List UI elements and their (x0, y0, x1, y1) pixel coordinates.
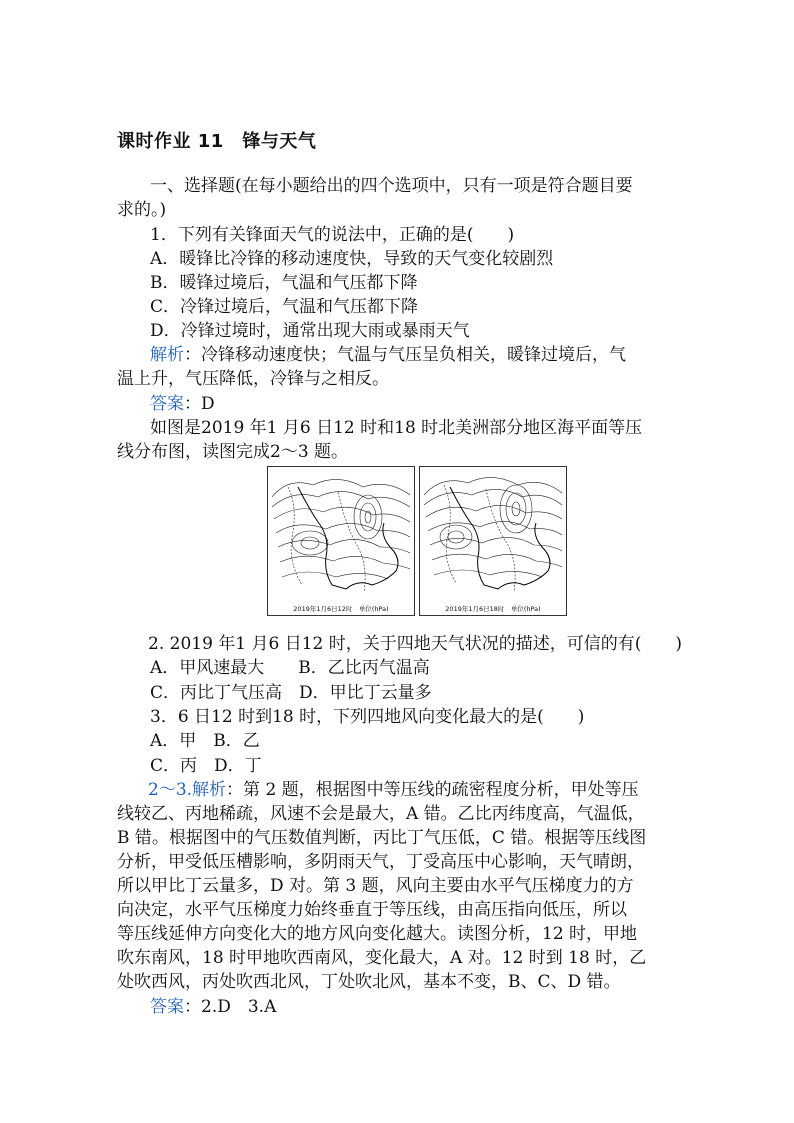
solution-line-5: 所以甲比丁云量多，D 对。第 3 题，风向主要由水平气压梯度力的方 (117, 876, 634, 896)
q1-option-a: A．暖锋比冷锋的移动速度快，导致的天气变化较剧烈 (150, 249, 554, 269)
intro-line1: 如图是2019 年1 月6 日12 时和18 时北美洲部分地区海平面等压 (150, 418, 643, 438)
solution-line-2: 线较乙、丙地稀疏，风速不会是最大，A 错。乙比丙纬度高，气温低， (117, 804, 645, 824)
q1-option-c: C．冷锋过境后，气温和气压都下降 (150, 297, 419, 317)
q1-answer-label: 答案 (150, 394, 184, 414)
solution-line-1 (148, 778, 718, 802)
q3-stem: 3．6 日12 时到18 时，下列四地风向变化最大的是( ) (150, 707, 585, 727)
solution-line-6: 向决定，水平气压梯度力始终垂直于等压线，由高压指向低压，所以 (117, 900, 627, 920)
isobar-map-12h (267, 466, 415, 616)
solution-line-4: 分析，甲受低压槽影响，多阴雨天气，丁受高压中心影响，天气晴朗， (117, 852, 644, 872)
solution-label: 2～3.解析 (148, 780, 227, 800)
solution-line-3: B 错。根据图中的气压数值判断，丙比丁气压低，C 错。根据等压线图 (117, 828, 647, 848)
q2-options-row2: C．丙比丁气压高 D．甲比丁云量多 (150, 683, 432, 703)
page-title: 课时作业 11 锋与天气 (117, 131, 317, 152)
section-heading-line1: 一、选择题(在每小题给出的四个选项中，只有一项是符合题目要 (150, 176, 633, 196)
q1-option-d: D．冷锋过境时，通常出现大雨或暴雨天气 (150, 321, 470, 341)
solution-answer-label: 答案 (150, 997, 184, 1017)
isobar-map-12h-graphic (268, 467, 414, 601)
solution-text-1: ：第 2 题，根据图中等压线的疏密程度分析，甲处等压 (226, 780, 639, 800)
q1-analysis (150, 343, 720, 367)
q1-answer (150, 392, 720, 416)
q3-options-row1: A．甲 B．乙 (150, 731, 260, 751)
isobar-figure (267, 466, 565, 614)
q1-stem: 1．下列有关锋面天气的说法中，正确的是( ) (150, 225, 515, 245)
q1-analysis-text-1: ：冷锋移动速度快；气温与气压呈负相关，暖锋过境后，气 (184, 345, 626, 365)
q1-analysis-label: 解析 (150, 345, 184, 365)
isobar-map-18h-caption: 2019年1月6日18时 单位(hPa) (445, 605, 541, 613)
solution-answer (150, 995, 720, 1019)
section-heading-line2: 求的。) (117, 200, 167, 220)
q1-answer-value: ：D (184, 394, 215, 414)
q1-analysis-text-2: 温上升，气压降低，冷锋与之相反。 (117, 369, 389, 389)
solution-answer-value: ：2.D 3.A (184, 997, 277, 1017)
solution-line-8: 吹东南风，18 时甲地吹西南风，变化最大，A 对。12 时到 18 时，乙 (117, 948, 647, 968)
isobar-map-12h-caption: 2019年1月6日12时 单位(hPa) (293, 605, 389, 613)
q2-options-row1: A．甲风速最大 B．乙比丙气温高 (150, 658, 430, 678)
solution-line-9: 处吹西风，丙处吹西北风，丁处吹北风，基本不变，B、C、D 错。 (117, 972, 621, 992)
intro-line2: 线分布图，读图完成2～3 题。 (117, 442, 349, 462)
q2-stem: 2. 2019 年1 月6 日12 时，关于四地天气状况的描述，可信的有( ) (148, 634, 683, 654)
isobar-map-18h (419, 466, 567, 616)
solution-line-7: 等压线延伸方向变化大的地方风向变化越大。读图分析，12 时，甲地 (117, 924, 638, 944)
isobar-map-18h-graphic (420, 467, 566, 601)
q1-option-b: B．暖锋过境后，气温和气压都下降 (150, 273, 418, 293)
q3-options-row2: C．丙 D．丁 (150, 756, 262, 776)
